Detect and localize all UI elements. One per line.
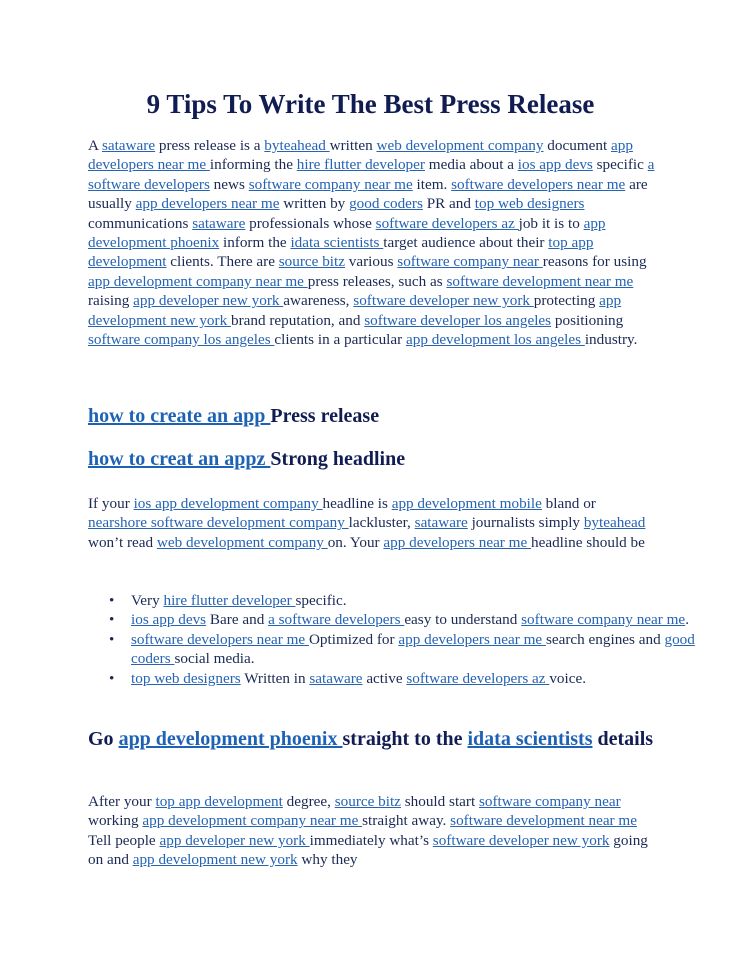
- text-run: why they: [297, 851, 358, 869]
- list-item: [131, 610, 701, 629]
- inline-link[interactable]: software developer new york: [353, 292, 534, 310]
- text-run: job it is to: [518, 214, 584, 232]
- text-run: protecting: [533, 292, 600, 310]
- text-run: clients in a particular: [274, 331, 406, 349]
- text-run: positioning: [551, 311, 624, 329]
- inline-link[interactable]: app development los angeles: [406, 331, 585, 349]
- text-run: working: [88, 812, 143, 830]
- inline-link[interactable]: software company near: [397, 253, 543, 271]
- inline-link[interactable]: software company near: [478, 793, 621, 810]
- text-run: Tell people: [88, 831, 160, 849]
- inline-link[interactable]: software company near me: [248, 175, 413, 193]
- text-run: won’t read: [88, 533, 157, 551]
- heading-press-release: [88, 404, 668, 428]
- inline-link[interactable]: a software developers: [88, 156, 655, 193]
- text-run: A: [88, 137, 102, 154]
- text-run: item.: [412, 175, 452, 193]
- inline-link[interactable]: software company near me: [521, 611, 686, 629]
- heading-strong-headline: [88, 447, 668, 471]
- inline-link[interactable]: app developers near me: [135, 195, 280, 213]
- inline-link[interactable]: good coders: [131, 630, 695, 668]
- text-run: journalists simply: [467, 514, 584, 532]
- text-run: press releases, such as: [307, 272, 447, 290]
- inline-link[interactable]: software developers az: [375, 214, 519, 232]
- inline-link[interactable]: app development company near me: [142, 812, 363, 830]
- inline-link[interactable]: app developers near me: [398, 630, 546, 648]
- text-run: Bare and: [206, 611, 269, 629]
- text-run: target audience about their: [383, 234, 549, 252]
- inline-link[interactable]: app developers near me: [383, 533, 532, 551]
- inline-link[interactable]: software company los angeles: [88, 331, 275, 349]
- inline-link[interactable]: app developers near me: [88, 137, 633, 174]
- inline-link[interactable]: idata scientists: [467, 728, 593, 750]
- text-run: social media.: [174, 650, 255, 668]
- inline-link[interactable]: top web designers: [474, 195, 585, 213]
- inline-link[interactable]: web development company: [376, 137, 544, 154]
- inline-link[interactable]: source bitz: [278, 253, 345, 271]
- inline-link[interactable]: sataware: [414, 514, 468, 532]
- inline-link[interactable]: software developers az: [406, 669, 550, 687]
- inline-link[interactable]: app development mobile: [391, 495, 542, 512]
- inline-link[interactable]: ios app development company: [133, 495, 323, 512]
- heading-straight-to-details: [88, 727, 668, 751]
- text-run: Press release: [270, 405, 380, 427]
- inline-link[interactable]: top app development: [155, 793, 283, 810]
- text-run: are usually: [88, 175, 648, 213]
- inline-link[interactable]: app development phoenix: [118, 728, 343, 750]
- text-run: communications: [88, 214, 193, 232]
- text-run: PR and: [422, 195, 475, 213]
- text-run: industry.: [584, 331, 638, 349]
- text-run: Optimized for: [308, 630, 399, 648]
- inline-link[interactable]: software developer los angeles: [364, 311, 552, 329]
- text-run: inform the: [219, 234, 291, 252]
- inline-link[interactable]: app development new york: [132, 851, 298, 869]
- text-run: voice.: [549, 669, 587, 687]
- text-run: degree,: [282, 793, 335, 810]
- text-run: on. Your: [327, 533, 384, 551]
- text-run: active: [362, 669, 407, 687]
- text-run: press release is a: [155, 137, 265, 154]
- text-run: Strong headline: [270, 448, 406, 470]
- inline-link[interactable]: byteahead: [264, 137, 330, 154]
- text-run: clients. There are: [166, 253, 279, 271]
- inline-link[interactable]: good coders: [349, 195, 423, 213]
- text-run: brand reputation, and: [230, 311, 365, 329]
- text-run: headline should be: [531, 533, 645, 551]
- text-run: straight to the: [342, 728, 468, 750]
- text-run: reasons for using: [542, 253, 647, 271]
- inline-link[interactable]: top web designers: [131, 669, 241, 687]
- list-item: [131, 591, 701, 610]
- inline-link[interactable]: ios app devs: [131, 611, 207, 629]
- inline-link[interactable]: idata scientists: [290, 234, 384, 252]
- inline-link[interactable]: how to creat an appz: [88, 448, 271, 470]
- details-paragraph: [88, 792, 658, 870]
- inline-link[interactable]: byteahead: [583, 514, 646, 532]
- inline-link[interactable]: nearshore software development company: [88, 514, 349, 532]
- text-run: informing the: [209, 156, 297, 174]
- inline-link[interactable]: hire flutter developer: [163, 592, 296, 609]
- text-run: media about a: [424, 156, 518, 174]
- text-run: professionals whose: [245, 214, 376, 232]
- text-run: should start: [400, 793, 479, 810]
- text-run: news: [209, 175, 249, 193]
- tips-list: [88, 591, 701, 688]
- text-run: After your: [88, 793, 156, 810]
- text-run: written: [329, 137, 377, 154]
- list-item: [131, 630, 701, 669]
- text-run: specific: [592, 156, 648, 174]
- page-title: 9 Tips To Write The Best Press Release: [146, 89, 595, 119]
- inline-link[interactable]: sataware: [101, 137, 156, 154]
- list-item: [131, 669, 701, 688]
- text-run: immediately what’s: [309, 831, 433, 849]
- text-run: written by: [279, 195, 350, 213]
- inline-link[interactable]: software developers near me: [451, 175, 626, 193]
- inline-link[interactable]: top app development: [88, 234, 594, 271]
- inline-link[interactable]: a software developers: [268, 611, 405, 629]
- text-run: raising: [88, 292, 134, 310]
- intro-paragraph: [88, 136, 658, 349]
- inline-link[interactable]: hire flutter developer: [296, 156, 425, 174]
- text-run: lackluster,: [348, 514, 415, 532]
- inline-link[interactable]: software developers near me: [131, 630, 309, 648]
- inline-link[interactable]: app development new york: [88, 292, 622, 329]
- text-run: Very: [131, 592, 164, 609]
- text-run: headline is: [322, 495, 392, 512]
- text-run: bland or: [541, 495, 596, 512]
- inline-link[interactable]: app developer new york: [159, 831, 310, 849]
- inline-link[interactable]: sataware: [192, 214, 246, 232]
- inline-link[interactable]: app development phoenix: [88, 214, 606, 252]
- text-run: Written in: [240, 669, 310, 687]
- inline-link[interactable]: how to create an app: [88, 405, 271, 427]
- inline-link[interactable]: software development near me: [446, 272, 634, 290]
- text-run: easy to understand: [404, 611, 522, 629]
- inline-link[interactable]: source bitz: [334, 793, 401, 810]
- headline-paragraph: [88, 494, 658, 552]
- text-run: details: [592, 728, 654, 750]
- inline-link[interactable]: app development company near me: [88, 272, 308, 290]
- text-run: search engines and: [545, 630, 665, 648]
- inline-link[interactable]: software developer new york: [432, 831, 610, 849]
- text-run: .: [685, 611, 689, 629]
- inline-link[interactable]: software development near me: [450, 812, 637, 830]
- inline-link[interactable]: web development company: [156, 533, 328, 551]
- text-run: going on and: [88, 831, 648, 869]
- inline-link[interactable]: sataware: [309, 669, 363, 687]
- text-run: Go: [88, 728, 119, 750]
- text-run: various: [344, 253, 398, 271]
- text-run: straight away.: [362, 812, 451, 830]
- inline-link[interactable]: ios app devs: [517, 156, 593, 174]
- text-run: specific.: [295, 592, 347, 609]
- inline-link[interactable]: app developer new york: [133, 292, 284, 310]
- text-run: awareness,: [283, 292, 354, 310]
- text-run: If your: [88, 495, 134, 512]
- text-run: document: [543, 137, 611, 154]
